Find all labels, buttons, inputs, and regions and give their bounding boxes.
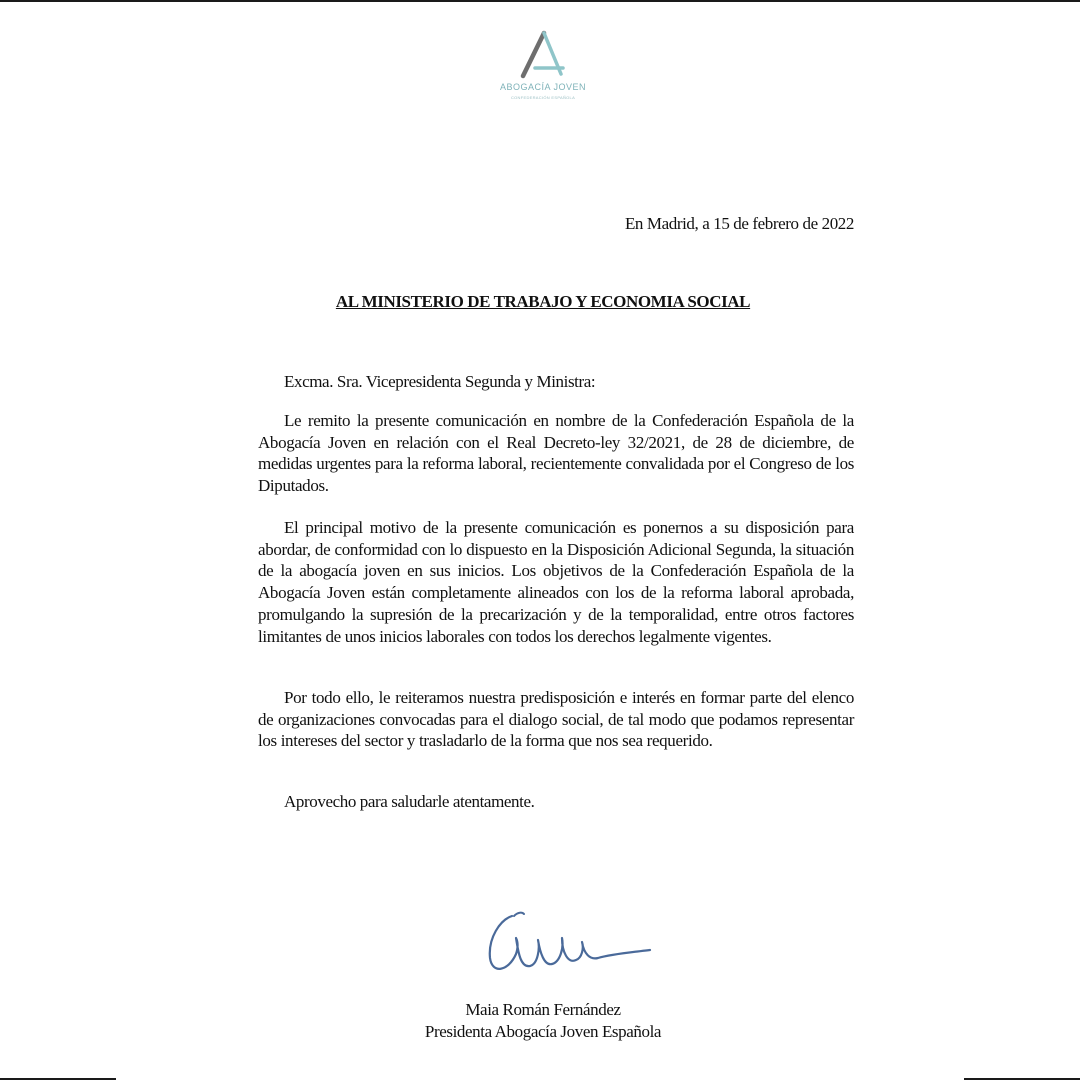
abogacia-joven-triangle-icon <box>513 28 573 80</box>
top-border-line <box>0 0 1080 2</box>
signer-name: Maia Román Fernández <box>465 1000 621 1019</box>
handwritten-signature <box>478 902 658 986</box>
letter-paragraph-1: Le remito la presente comunicación en nombre de la Confederación Española de la Abogacía Joven en relación con el Real Decreto-ley 32/2021, de 28 de diciembre, de medidas urgentes para la reforma laboral, recientemente convalidada por el Congreso de los Diputados. <box>258 411 854 496</box>
organization-logo <box>478 28 608 108</box>
letter-salutation: Excma. Sra. Vicepresidenta Segunda y Ministra: <box>284 372 596 391</box>
bottom-border-line-left <box>0 1078 116 1080</box>
letter-paragraph-3: Por todo ello, le reiteramos nuestra predisposición e interés en formar parte del elenco de organizaciones convocadas para el dialogo social, de tal modo que podamos representar los intereses del sector y trasladarlo de la forma que nos sea requerido. <box>258 688 854 751</box>
letter-paragraph-2: El principal motivo de la presente comunicación es ponernos a su disposición para abordar, de conformidad con lo dispuesto en la Disposición Adicional Segunda, la situación de la abogacía joven en sus inicios. Los objetivos de la Confederación Española de la Abogacía Joven están completamente alineados con los de la reforma laboral aprobada, promulgando la supresión de la precarización y de la temporalidad, entre otros factores limitantes de unos inicios laborales con todos los derechos legalmente vigentes. <box>258 518 854 646</box>
logo-name: ABOGACÍA JOVEN <box>499 82 587 92</box>
letter-addressee: AL MINISTERIO DE TRABAJO Y ECONOMIA SOCIAL <box>335 292 751 311</box>
signer-title: Presidenta Abogacía Joven Española <box>424 1022 662 1041</box>
logo-subtitle: CONFEDERACIÓN ESPAÑOLA <box>510 95 576 100</box>
letter-date: En Madrid, a 15 de febrero de 2022 <box>624 214 854 233</box>
bottom-border-line-right <box>964 1078 1080 1080</box>
letter-closing: Aprovecho para saludarle atentamente. <box>284 792 535 811</box>
